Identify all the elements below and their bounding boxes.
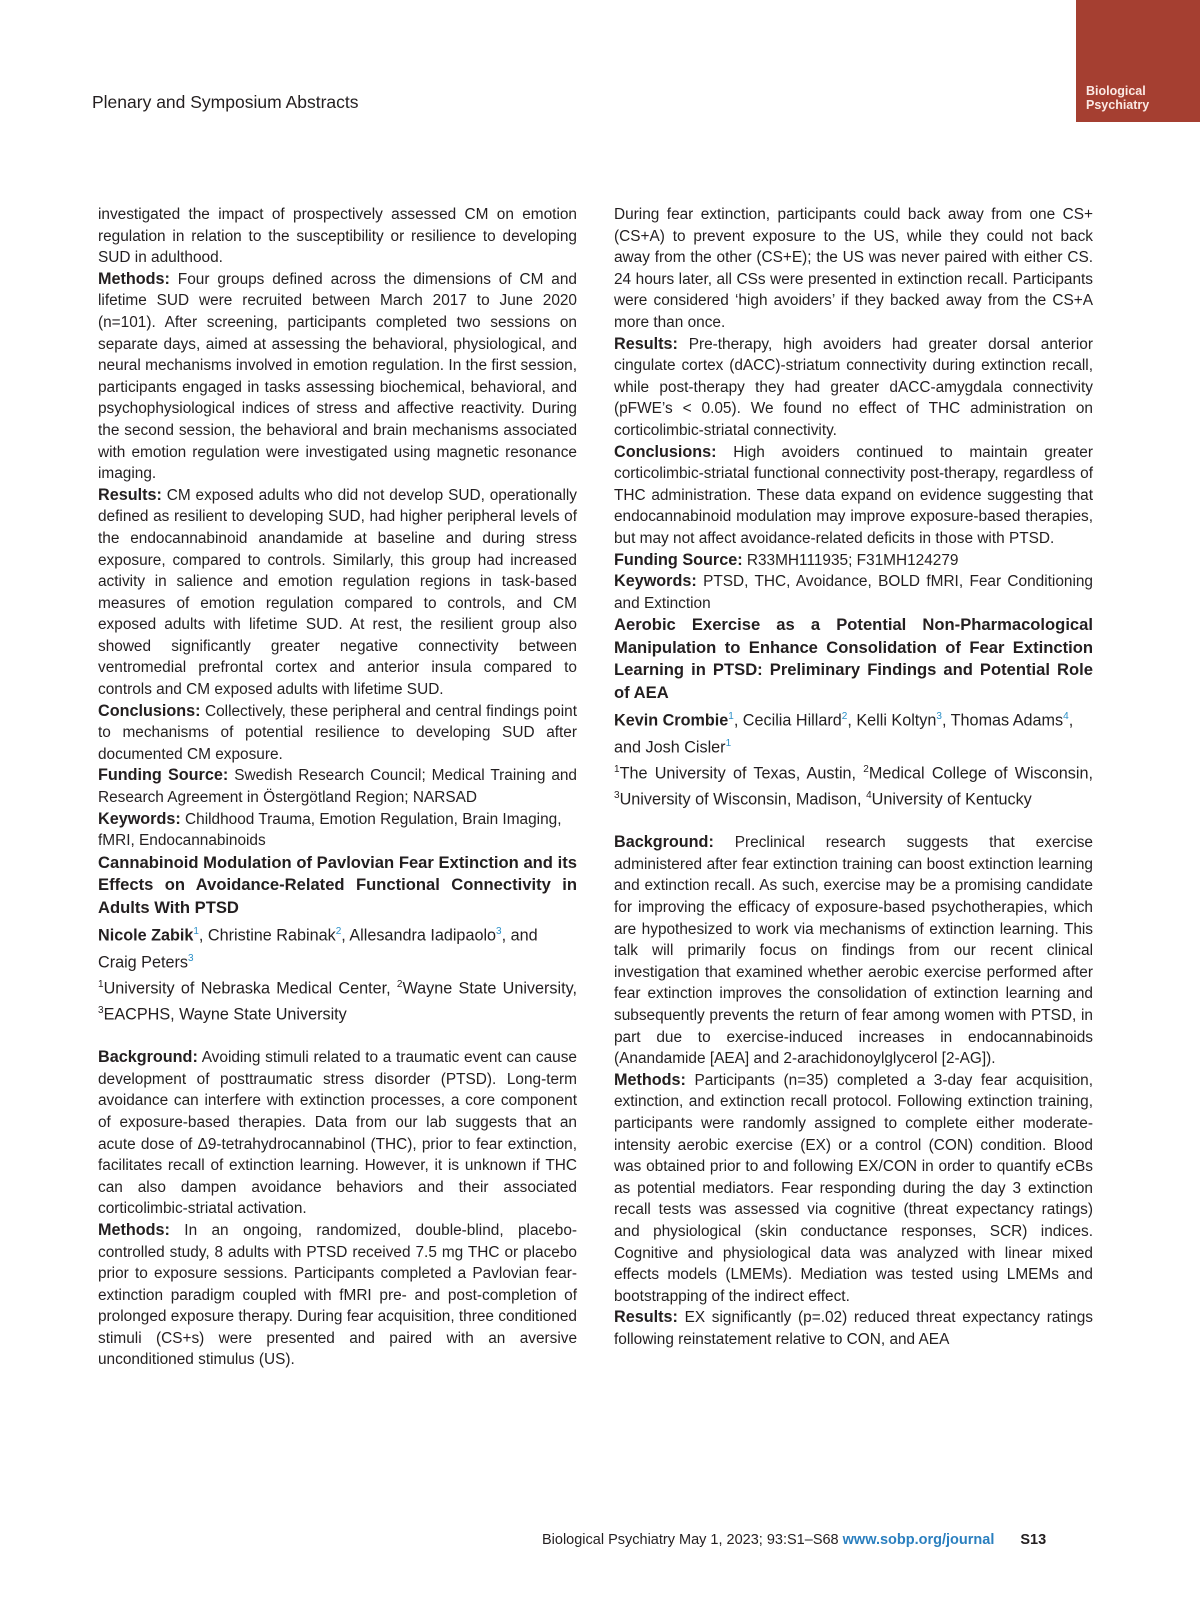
methods-section xyxy=(614,1070,1093,1308)
affiliation-number: 3 xyxy=(614,790,620,802)
funding-section xyxy=(614,550,1093,572)
author-name: Nicole Zabik xyxy=(98,925,194,944)
section-label: Methods: xyxy=(614,1070,686,1089)
section-label: Keywords: xyxy=(614,572,697,591)
author-name: , Christine Rabinak xyxy=(198,925,336,944)
paragraph-text: During fear extinction, participants could back away from one CS+ (CS+A) to prevent exposure to the US, while they could not back away from the other (CS+E); the US was never paired with either CS. 24 hours later, all CSs were presented in extinction recall. Participants were considered ‘high avoiders’ if they backed away from the CS+A more than once. xyxy=(614,206,1093,331)
results-section xyxy=(614,1307,1093,1350)
affiliation-text: The University of Texas, Austin, xyxy=(619,764,864,783)
background-section xyxy=(614,832,1093,1070)
results-section xyxy=(98,485,577,701)
affiliation-ref[interactable]: 2 xyxy=(335,925,342,937)
affiliation-text: Wayne State University, xyxy=(402,979,577,998)
affiliation-text: EACPHS, Wayne State University xyxy=(103,1005,347,1024)
affiliation-ref[interactable]: 3 xyxy=(187,952,194,964)
author-name: , Allesandra Iadipaolo xyxy=(341,925,497,944)
section-text: PTSD, THC, Avoidance, BOLD fMRI, Fear Conditioning and Extinction xyxy=(614,573,1093,612)
section-text: Four groups defined across the dimensions of CM and lifetime SUD were recruited between March 2017 to June 2020 (n=101). After screening, participants completed two sessions on separate days, aimed at assessing the behavioral, physiological, and neural mechanisms involved in emotion regulation. In the first session, participants engaged in tasks assessing biochemical, behavioral, and psychophysiological indices of stress and affective reactivity. During the second session, the behavioral and brain mechanisms associated with emotion regulation were investigated using magnetic resonance imaging. xyxy=(98,270,577,483)
affiliation-number: 1 xyxy=(98,979,104,991)
journal-tab xyxy=(1076,0,1200,122)
conclusions-section xyxy=(98,701,577,766)
affiliation-text: Medical College of Wisconsin, xyxy=(868,764,1093,783)
abstract-title: Cannabinoid Modulation of Pavlovian Fear Extinction and its Effects on Avoidance-Related Functional Connectivity in Adults With PTSD xyxy=(98,852,577,917)
author-name: , Cecilia Hillard xyxy=(733,711,842,730)
section-label: Background: xyxy=(614,833,714,852)
page-footer xyxy=(542,1532,1046,1548)
affiliation-number: 1 xyxy=(614,764,620,776)
section-label: Results: xyxy=(614,1308,678,1327)
section-label: Background: xyxy=(98,1048,198,1067)
affiliations xyxy=(614,759,1093,811)
section-label: Keywords: xyxy=(98,809,181,828)
affiliation-ref[interactable]: 4 xyxy=(1063,710,1069,722)
affiliation-ref[interactable]: 1 xyxy=(725,738,732,750)
journal-link[interactable]: www.sobp.org/journal xyxy=(842,1532,995,1548)
left-column xyxy=(98,204,577,1371)
paragraph xyxy=(614,204,1093,334)
citation: Biological Psychiatry May 1, 2023; 93:S1–S68 xyxy=(542,1532,843,1548)
section-label: Funding Source: xyxy=(98,766,229,785)
section-text: Swedish Research Council; Medical Training and Research Agreement in Östergötland Region; NARSAD xyxy=(98,767,577,807)
section-text: Preclinical research suggests that exercise administered after fear extinction training can boost extinction learning and extinction recall. As such, exercise may be a promising candidate for improving the efficacy of exposure-based psychotherapies, which are hypothesized to work via mechanisms of extinction learning. This talk will primarily focus on findings from our recent clinical investigation that examined whether aerobic exercise performed after fear extinction improves the consolidation of extinction learning and subsequently prevents the return of fear among women with PTSD, in part due to exercise-induced increases in endocannabinoids (Anandamide [AEA] and 2-arachidonoylglycerol [2-AG]). xyxy=(614,834,1093,1068)
author-list xyxy=(98,920,577,975)
methods-section xyxy=(98,1220,577,1371)
section-text: Avoiding stimuli related to a traumatic event can cause development of posttraumatic stress disorder (PTSD). Long-term avoidance can interfere with extinction processes, a core component of exposure-based therapies. Data from our lab suggests that an acute dose of Δ9-tetrahydrocannabinol (THC), prior to fear extinction, facilitates recall of extinction learning. However, it is unknown if THC can also dampen avoidance behaviors and their associated corticolimbic-striatal activation. xyxy=(98,1049,577,1218)
methods-section xyxy=(98,269,577,485)
funding-section xyxy=(98,765,577,808)
section-text: Participants (n=35) completed a 3-day fear acquisition, extinction, and extinction recall protocol. Following extinction training, participants were randomly assigned to complete either moderate-intensity aerobic exercise (EX) or a control (CON) condition. Blood was obtained prior to and following EX/CON in order to quantify eCBs as potential mediators. Fear responding during the day 3 extinction recall tests was assessed via cognitive (threat expectancy ratings) and physiological (skin conductance responses, SCR) indices. Cognitive and physiological data was analyzed with linear mixed effects models (LMEMs). Mediation was tested using LMEMs and bootstrapping of the indirect effect. xyxy=(614,1071,1093,1305)
section-label: Methods: xyxy=(98,1220,170,1239)
section-label: Results: xyxy=(614,334,678,353)
section-text: Collectively, these peripheral and central findings point to mechanisms of potential resilience to developing SUD after documented CM exposure. xyxy=(98,702,577,763)
author-name: , Kelli Koltyn xyxy=(847,711,937,730)
author-name: , and Josh Cisler xyxy=(614,711,1074,757)
affiliation-text: University of Kentucky xyxy=(871,790,1032,809)
right-column xyxy=(614,204,1093,1350)
section-label: Methods: xyxy=(98,269,170,288)
journal-tab-text: Biological Psychiatry xyxy=(1086,84,1150,112)
paragraph-text: investigated the impact of prospectively assessed CM on emotion regulation in relation to the susceptibility or resilience to developing SUD in adulthood. xyxy=(98,206,577,267)
affiliations xyxy=(98,974,577,1026)
section-text: R33MH111935; F31MH124279 xyxy=(742,551,959,569)
affiliation-text: University of Nebraska Medical Center, xyxy=(103,979,397,998)
affiliation-ref[interactable]: 1 xyxy=(728,710,734,722)
section-text: Childhood Trauma, Emotion Regulation, Brain Imaging, fMRI, Endocannabinoids xyxy=(98,810,562,850)
paragraph xyxy=(98,204,577,269)
affiliation-ref[interactable]: 3 xyxy=(936,710,942,722)
author-name: Kevin Crombie xyxy=(614,711,729,730)
spacer xyxy=(614,811,1093,832)
background-section xyxy=(98,1047,577,1220)
results-section xyxy=(614,334,1093,442)
spacer xyxy=(98,1026,577,1047)
keywords-section xyxy=(614,571,1093,614)
journal-tab-label xyxy=(1086,84,1186,112)
page-number: S13 xyxy=(1020,1532,1047,1548)
section-label: Funding Source: xyxy=(614,550,743,569)
affiliation-ref[interactable]: 2 xyxy=(841,710,848,722)
section-label: Conclusions: xyxy=(614,442,717,461)
affiliation-ref[interactable]: 1 xyxy=(193,925,199,937)
affiliation-number: 3 xyxy=(98,1005,104,1017)
affiliation-ref[interactable]: 3 xyxy=(496,925,502,937)
affiliation-number: 2 xyxy=(863,764,869,776)
conclusions-section xyxy=(614,442,1093,550)
affiliation-number: 2 xyxy=(396,979,403,991)
section-label: Results: xyxy=(98,485,162,504)
section-text: High avoiders continued to maintain greater corticolimbic-striatal functional connectivity post-therapy, regardless of THC administration. These data expand on evidence suggesting that endocannabinoid modulation may improve exposure-based therapies, but may not affect avoidance-related deficits in those with PTSD. xyxy=(614,443,1093,547)
abstract-title: Aerobic Exercise as a Potential Non-Pharmacological Manipulation to Enhance Consolidation of Fear Extinction Learning in PTSD: Preliminary Findings and Potential Role of AEA xyxy=(614,615,1093,703)
section-label: Conclusions: xyxy=(98,701,201,720)
section-text: EX significantly (p=.02) reduced threat expectancy ratings following reinstatement relative to CON, and AEA xyxy=(614,1309,1093,1348)
affiliation-text: University of Wisconsin, Madison, xyxy=(619,790,867,809)
affiliation-number: 4 xyxy=(866,790,872,802)
author-list xyxy=(614,705,1093,760)
section-text: In an ongoing, randomized, double-blind, placebo-controlled study, 8 adults with PTSD received 7.5 mg THC or placebo prior to exposure sessions. Participants completed a Pavlovian fear-extinction paradigm coupled with fMRI pre- and post-completion of prolonged exposure therapy. During fear acquisition, three conditioned stimuli (CS+s) were presented and paired with an aversive unconditioned stimulus (US). xyxy=(98,1221,577,1369)
section-text: CM exposed adults who did not develop SUD, operationally defined as resilient to developing SUD, had higher peripheral levels of the endocannabinoid anandamide at baseline and during stress exposure, compared to controls. Similarly, this group had increased activity in salience and emotion regulation regions in task-based measures of emotion regulation compared to controls, and CM exposed adults with lifetime SUD. At rest, the resilient group also showed significantly greater negative connectivity between ventromedial prefrontal cortex and anterior insula compared to controls and CM exposed adults with lifetime SUD. xyxy=(98,486,577,699)
running-head: Plenary and Symposium Abstracts xyxy=(92,92,359,112)
author-name: , Thomas Adams xyxy=(941,711,1064,730)
section-text: Pre-therapy, high avoiders had greater dorsal anterior cingulate cortex (dACC)-striatum connectivity during extinction recall, while post-therapy they had greater dACC-amygdala connectivity (pFWE’s < 0.05). We found no effect of THC administration on corticolimbic-striatal connectivity. xyxy=(614,335,1093,439)
keywords-section xyxy=(98,809,577,852)
author-name: , and Craig Peters xyxy=(98,925,538,972)
